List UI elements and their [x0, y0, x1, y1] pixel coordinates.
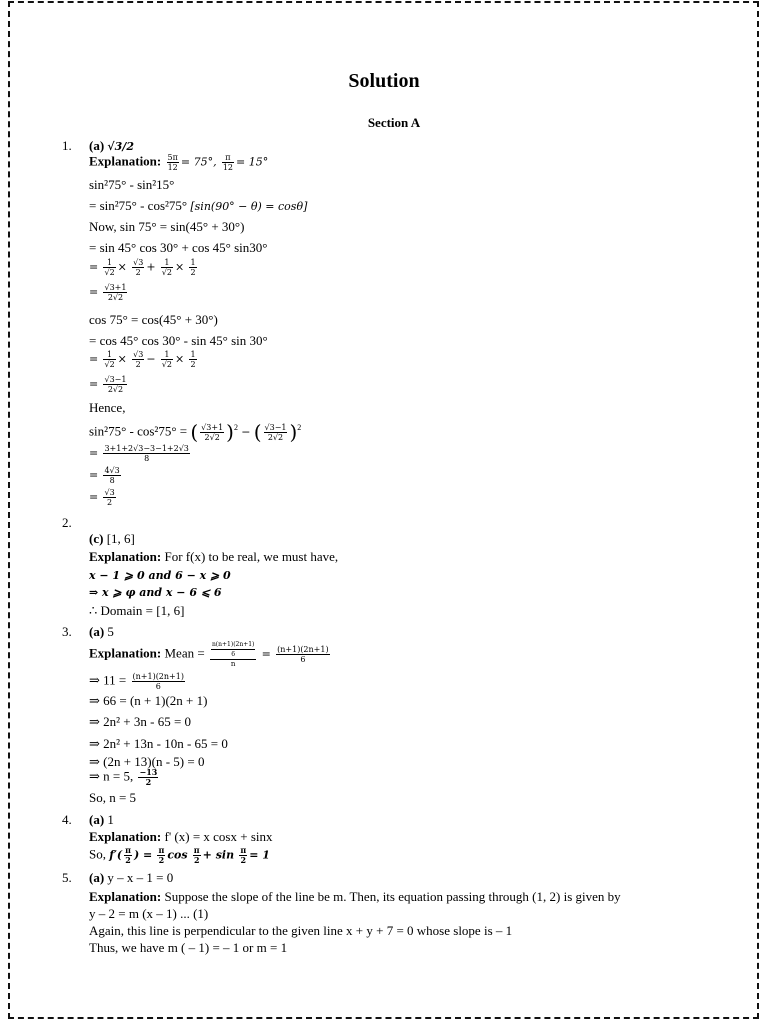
- q1-line-sin-result: = $\frac{√3+1}{2√2}$: [89, 283, 127, 302]
- q1-answer: (a) √3/2: [89, 138, 134, 153]
- section-heading: Section A: [367, 115, 421, 130]
- page-title: Solution: [348, 70, 420, 92]
- q1-line-cos-expand: = cos 45° cos 30° - sin 45° sin 30°: [89, 333, 268, 348]
- q1-line-sin2: sin²75° - sin²15°: [89, 177, 175, 192]
- q1-explanation: Explanation: $\frac{5\pi}{12}$ = 75°, $\frac{\pi}{12}$ = 15°: [89, 153, 269, 172]
- q2-line-2: ⇒ x ⩾ φ and x − 6 ⩽ 6: [89, 586, 222, 599]
- q4-explanation: Explanation: f' (x) = x cosx + sinx: [89, 829, 273, 844]
- q3-line-q4: ⇒ n = 5, $\frac{-13}{2}$: [89, 767, 158, 787]
- q1-line-now: Now, sin 75° = sin(45° + 30°): [89, 219, 245, 234]
- q1-line-eq1: = sin²75° - cos²75° [sin(90° − θ) = cosθ]: [89, 198, 308, 213]
- q5-line-2: Again, this line is perpendicular to the given line x + y + 7 = 0 whose slope is – 1: [89, 923, 513, 938]
- q2-answer: (c) [1, 6]: [89, 531, 135, 546]
- q5-line-1: y – 2 = m (x – 1) ... (1): [89, 906, 209, 921]
- question-number-1: 1.: [62, 138, 72, 153]
- q2-line-3: ∴ Domain = [1, 6]: [89, 603, 185, 618]
- q1-line-sin-fractions: = $\frac{1}{√2}$ × $\frac{√3}{2}$ + $\frac{1}{√2}$ × $\frac{1}{2}$: [89, 258, 196, 277]
- q2-line-1: x − 1 ⩾ 0 and 6 − x ⩾ 0: [89, 569, 231, 582]
- question-number-5: 5.: [62, 870, 72, 885]
- q3-line-q1: ⇒ 2n² + 3n - 65 = 0: [89, 714, 192, 729]
- q2-explanation: Explanation: For f(x) to be real, we must have,: [89, 549, 339, 564]
- q3-line-so: So, n = 5: [89, 790, 137, 805]
- q3-line-11: ⇒ 11 = $\frac{(n+1)(2n+1)}{6}$: [89, 672, 184, 691]
- question-number-3: 3.: [62, 624, 72, 639]
- q1-line-r3: = $\frac{4√3}{8}$: [89, 466, 120, 485]
- q1-line-expand: = sin 45° cos 30° + cos 45° sin30°: [89, 240, 268, 255]
- q4-line-so: So, f′( $\frac{\pi}{2}$ ) = $\frac{\pi}{2}$ cos $\frac{\pi}{2}$ + sin $\frac{\pi}{2}$ = 1: [89, 845, 270, 865]
- q3-line-q2: ⇒ 2n² + 13n - 10n - 65 = 0: [89, 736, 228, 751]
- q1-line-final: sin²75° - cos²75° = ( $\frac{√3+1}{2√2}$ )$^2$ − ( $\frac{√3-1}{2√2}$ )$^2$: [89, 419, 302, 444]
- q3-line-q3: ⇒ (2n + 13)(n - 5) = 0: [89, 754, 205, 769]
- question-number-2: 2.: [62, 515, 72, 530]
- q3-explanation: Explanation: Mean = $\frac{\frac{n(n+1)(2n+1)}{6}}{n}$ = $\frac{(n+1)(2n+1)}{6}$: [89, 641, 329, 668]
- q1-line-r4: = $\frac{√3}{2}$: [89, 488, 115, 507]
- q1-line-big: = $\frac{3+1+2√3-3-1+2√3}{8}$: [89, 444, 189, 463]
- q1-line-cos-fractions: = $\frac{1}{√2}$ × $\frac{√3}{2}$ − $\frac{1}{√2}$ × $\frac{1}{2}$: [89, 350, 196, 369]
- q3-answer: (a) 5: [89, 624, 114, 639]
- q1-line-cos: cos 75° = cos(45° + 30°): [89, 312, 218, 327]
- q5-explanation: Explanation: Suppose the slope of the line be m. Then, its equation passing through (1, 2) is given by: [89, 889, 621, 904]
- q4-answer: (a) 1: [89, 812, 114, 827]
- q1-line-hence: Hence,: [89, 400, 126, 415]
- q1-line-cos-result: = $\frac{√3-1}{2√2}$: [89, 375, 127, 394]
- question-number-4: 4.: [62, 812, 72, 827]
- q3-line-66: ⇒ 66 = (n + 1)(2n + 1): [89, 693, 208, 708]
- q5-line-3: Thus, we have m ( – 1) = – 1 or m = 1: [89, 940, 288, 955]
- q5-answer: (a) y – x – 1 = 0: [89, 870, 174, 885]
